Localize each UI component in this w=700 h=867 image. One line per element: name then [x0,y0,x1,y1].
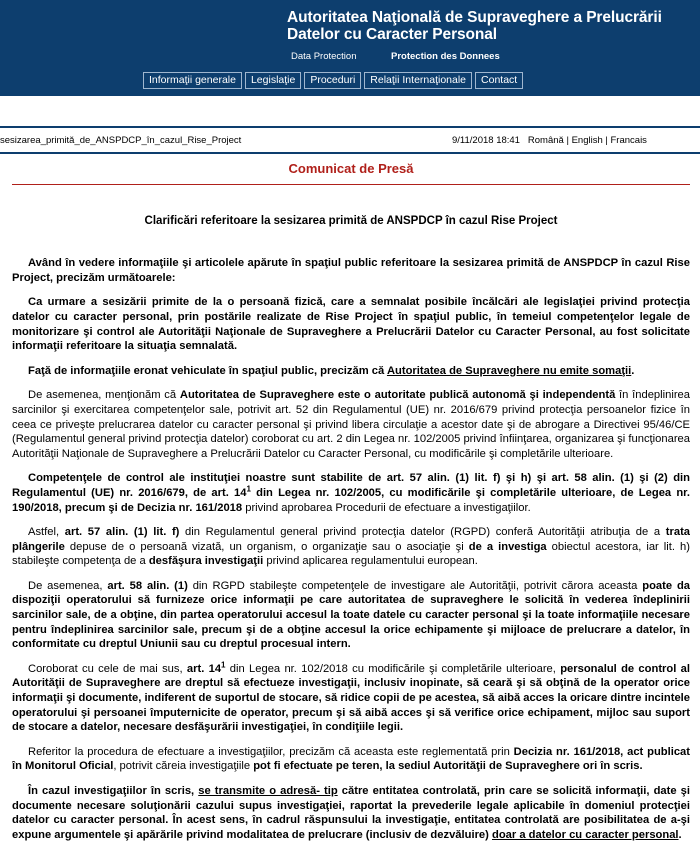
status-bar [0,126,700,154]
nav-item-legislatie[interactable]: Legislaţie [245,72,301,89]
site-header [0,0,700,96]
article [12,156,690,867]
paragraph-6: Astfel, art. 57 alin. (1) lit. f) din Regulamentul general privind protecţia datelor (RGPD) conferă Autorităţii atribuţia de a trata plângerile depuse de o persoană vizată, un organism, o organizaţie sau o asociaţie şi de a investiga obiectul acestora, iar lit. h) stabileşte competenţa de a desfăşura investigaţii privind aplicarea regulamentului european. [12,526,690,568]
paragraph-5: Competenţele de control ale instituţiei noastre sunt stabilite de art. 57 alin. (1) lit. f) şi h) şi art. 58 alin. (1) şi (2) din Regulamentul (UE) nr. 2016/679, de art. $14^1$ din Legea nr. 102/2005, cu modificările şi completările ulterioare, de Legea nr. 190/2018, precum şi de Decizia nr. 161/2018 privind aprobarea Procedurii de efectuare a investigaţiilor. [12,472,690,514]
lang-link-romana[interactable]: Română [527,135,564,146]
page-title: Comunicat de Presă [288,161,414,176]
lang-link-english[interactable]: English [571,135,603,146]
lang-link-francais[interactable]: Francais [610,135,647,146]
lang-separator: | [566,135,569,146]
breadcrumb: sesizarea_primită_de_ANSPDCP_în_cazul_Rise_Project [0,135,242,146]
subtitle-protection-des-donnees: Protection des Donnees [391,51,500,62]
title-divider [12,184,690,185]
paragraph-3: Faţă de informaţiile eronat vehiculate în spaţiul public, precizăm că Autoritatea de Supraveghere nu emite somaţii. [28,364,635,377]
subtitle-data-protection: Data Protection [291,51,357,62]
paragraph-4: De asemenea, menţionăm că Autoritatea de Supraveghere este o autoritate publică autonomă şi independentă în îndeplinirea sarcinilor şi exercitarea competenţelor sale, potrivit art. 52 din Regulamentul (UE) nr. 2016/679 privind protecţia persoanelor fizice în ceea ce priveşte prelucrarea datelor cu caracter personal şi privind libera circulaţie a acestor date şi de abrogare a Directivei 95/46/CE (Regulamentul general privind protecţia datelor) coroborat cu art. 2 din Legea nr. 102/2005 privind înfiinţarea, organizarea şi funcţionarea Autorităţii Naţionale de Supraveghere a Prelucrării Datelor cu Caracter Personal, cu modificările şi completările ulterioare. [12,389,690,460]
datetime: 9/11/2018 18:41 [452,135,520,146]
paragraph-10: În cazul investigaţiilor în scris, se transmite o adresă- tip către entitatea controlată, prin care se solicită informaţii, date şi documente necesare soluţionării cazului supus investigaţiei, raportat la prevederile legale aplicabile în domeniul protecţiei datelor cu caracter personal. În acest sens, în cadrul răspunsului la investigaţie, entitatea controlată are posibilitatea de a-şi expune argumentele şi apărările privind modalitatea de prelucrare (inclusiv de dezvăluire) doar a datelor cu caracter personal. [12,785,690,841]
nav-item-relatii-internationale[interactable]: Relaţii Internaţionale [364,72,472,89]
site-title [287,9,699,43]
main-nav [143,72,523,89]
emphasis-no-summons: Autoritatea de Supraveghere nu emite somaţii [386,364,632,377]
article-subject: Clarificări referitoare la sesizarea primită de ANSPDCP în cazul Rise Project [144,214,558,227]
nav-item-contact[interactable]: Contact [475,72,523,89]
lang-separator: | [605,135,608,146]
paragraph-8: Coroborat cu cele de mai sus, art. $14^1$ din Legea nr. 102/2018 cu modificările şi completările ulterioare, personalul de control al Autorităţii de Supraveghere are dreptul să efectueze investigaţii, inclusiv inopinate, să ceară şi să obţină de la operator orice informaţii şi documente, indiferent de suportul de stocare, să ridice copii de pe acestea, să aibă acces la oricare dintre incintele operatorului şi persoanei împuternicite de operator, precum şi să aibă acces şi să verifice orice echipament, mijloc sau suport de stocare a datelor, necesare desfăşurării investigaţiei, în condiţiile legii. [12,660,690,734]
site-title-line2: Datelor cu Caracter Personal [287,26,497,43]
paragraph-2: Ca urmare a sesizării primite de la o persoană fizică, care a semnalat posibile încălcări ale legislaţiei privind protecţia datelor cu caracter personal, prin postările realizate de Rise Project în spaţiul public, în temeiul competenţelor legale de monitorizare şi control ale Autorităţii Naţionale de Supraveghere a Prelucrării Datelor cu Caracter Personal, au fost solicitate informaţii referitoare la situaţia semnalată. [12,296,690,353]
site-title-line1: Autoritatea Naţională de Supraveghere a Prelucrării [287,9,662,26]
nav-item-proceduri[interactable]: Proceduri [304,72,361,89]
status-meta [452,135,700,146]
paragraph-9: Referitor la procedura de efectuare a investigaţiilor, precizăm că aceasta este reglementată prin Decizia nr. 161/2018, act publicat în Monitorul Oficial, potrivit căreia investigaţiile pot fi efectuate pe teren, la sediul Autorităţii de Supraveghere ori în scris. [12,745,690,773]
paragraph-7: De asemenea, art. 58 alin. (1) din RGPD stabileşte competenţele de investigare ale Autorităţii, potrivit cărora aceasta poate da dispoziţii operatorului să furnizeze orice informaţii pe care autoritatea de supraveghere le solicită în vederea îndeplinirii sarcinilor sale, de a obţine, din partea operatorului accesul la toate datele cu caracter personal şi la toate informaţiile necesare pentru îndeplinirea sarcinilor sale, precum şi de a obţine accesul la orice echipamente şi mijloace de prelucrare a datelor, în conformitate cu dreptul Uniunii sau cu dreptul procesual intern. [12,579,690,651]
paragraph-1: Având în vedere informaţiile şi articolele apărute în spaţiul public referitoare la sesizarea primită de ANSPDCP în cazul Rise Project, precizăm următoarele: [12,257,690,284]
nav-item-informatii-generale[interactable]: Informaţii generale [143,72,242,89]
